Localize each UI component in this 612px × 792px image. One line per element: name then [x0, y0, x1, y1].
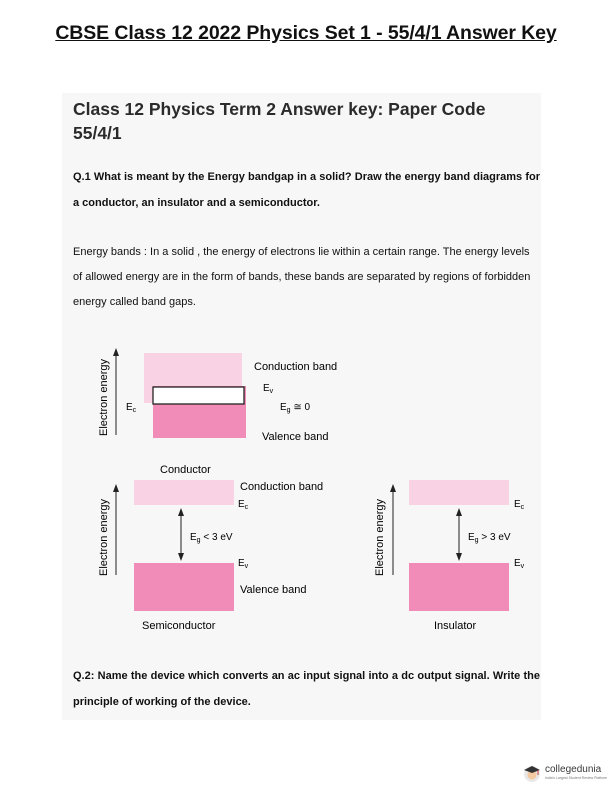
insulator-valence-band: [409, 563, 509, 611]
section-heading: Class 12 Physics Term 2 Answer key: Paper Code 55/4/1: [73, 99, 486, 143]
insulator-ev-label: $E_v$: [514, 558, 525, 570]
semiconductor-ec-label: $E_c$: [238, 499, 249, 511]
arrow-up-icon: [178, 508, 184, 516]
conductor-overlap-band: [153, 387, 244, 404]
logo-text: collegedunia: [545, 764, 602, 775]
arrow-down-icon: [456, 553, 462, 561]
question-1: Q.1 What is meant by the Energy bandgap in a solid? Draw the energy band diagrams for a conductor, an insulator and a semiconductor.: [73, 171, 540, 209]
semiconductor-ev-label: $E_v$: [238, 558, 249, 570]
insulator-ec-label: $E_c$: [514, 499, 525, 511]
insulator-conduction-band: [409, 480, 509, 505]
conductor-conduction-label: Conduction band: [254, 361, 338, 373]
arrow-up-icon: [113, 348, 119, 356]
conductor-label: Conductor: [160, 464, 211, 476]
semiconductor-conduction-band: [134, 480, 234, 505]
semiconductor-valence-band: [134, 563, 234, 611]
page-title: CBSE Class 12 2022 Physics Set 1 - 55/4/1 Answer Key: [55, 22, 557, 44]
conductor-eg-label: $E_g$ ≅ 0: [280, 402, 311, 414]
question-2: Q.2: Name the device which converts an ac input signal into a dc output signal. Write the principle of working of the device.: [73, 670, 540, 708]
arrow-up-icon: [456, 508, 462, 516]
insulator-eg-label: $E_g > 3$ eV: [468, 532, 511, 544]
arrow-down-icon: [178, 553, 184, 561]
conductor-ev-label: $E_v$: [263, 383, 274, 395]
energy-band-diagram: [82, 340, 542, 640]
arrow-up-icon: [390, 484, 396, 492]
conductor-ec-label: $E_c$: [126, 402, 137, 414]
answer-energy-bands: Energy bands : In a solid , the energy of electrons lie within a certain range. The energy levels of allowed energy are in the form of bands, these bands are separated by regions of forbidden energy called band gaps.: [73, 246, 531, 308]
insulator-axis-label: Electron energy: [374, 498, 386, 576]
semiconductor-axis-label: Electron energy: [98, 498, 110, 576]
conductor-axis-label: Electron energy: [98, 358, 110, 436]
semiconductor-conduction-label: Conduction band: [240, 481, 324, 493]
logo-tagline: India's Largest Student Review Platform: [545, 776, 608, 780]
insulator-label: Insulator: [434, 620, 477, 632]
semiconductor-valence-label: Valence band: [240, 584, 307, 596]
collegedunia-logo-icon: [521, 762, 543, 784]
conductor-valence-label: Valence band: [262, 431, 329, 443]
semiconductor-label: Semiconductor: [142, 620, 216, 632]
arrow-up-icon: [113, 484, 119, 492]
semiconductor-eg-label: $E_g < 3$ eV: [190, 532, 233, 544]
